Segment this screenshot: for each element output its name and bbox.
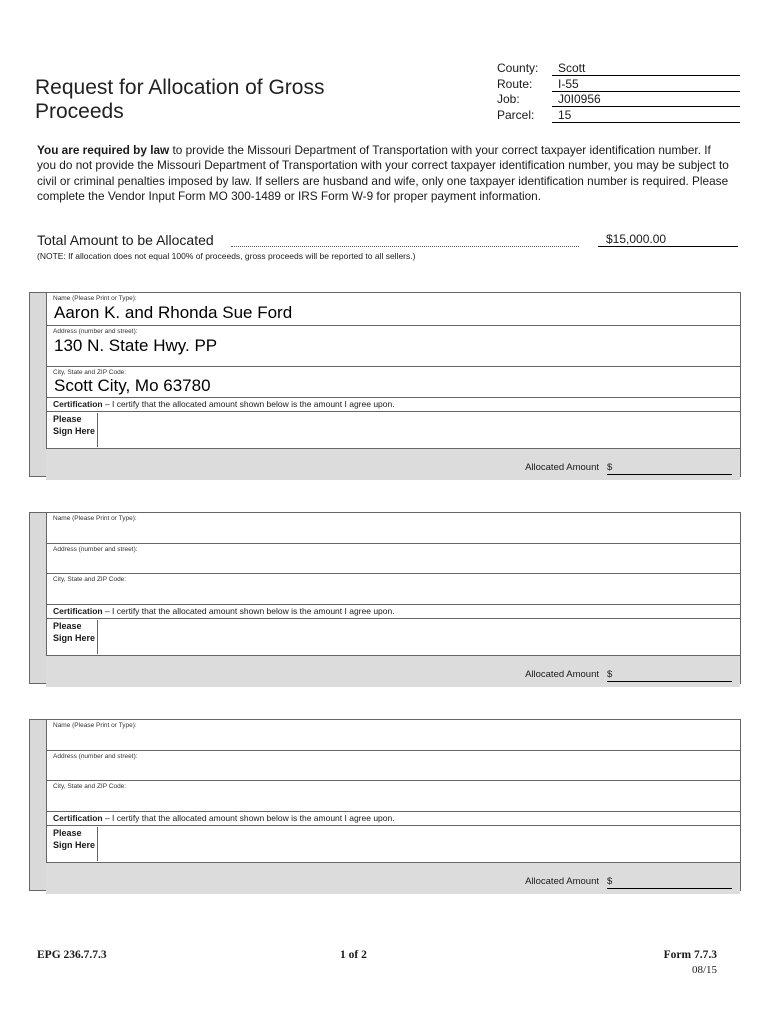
name-label: Name (Please Print or Type): [53,295,137,302]
address-field[interactable] [46,326,740,367]
city-label: City, State and ZIP Code: [53,576,127,583]
please-sign-label: Please Sign Here [53,827,98,861]
address-value: 130 N. State Hwy. PP [54,336,218,355]
allocated-amount-input[interactable] [607,462,732,475]
form-date: 08/15 [691,964,717,976]
name-field[interactable] [46,720,740,751]
intro-paragraph [37,143,732,205]
route-row [497,77,740,93]
allocated-amount-label: Allocated Amount [525,876,599,887]
parcel-info [497,61,740,123]
city-label: City, State and ZIP Code: [53,369,127,376]
address-label: Address (number and street): [53,328,138,335]
parcel-row [497,108,740,124]
allocated-amount-input[interactable] [607,876,732,889]
footer-epg-reference: EPG 236.7.7.3 [37,949,107,961]
job-row [497,92,740,108]
job-value[interactable]: J0I0956 [552,92,740,107]
name-label: Name (Please Print or Type): [53,722,137,729]
name-field[interactable] [46,513,740,544]
please-sign-label: Please Sign Here [53,413,98,447]
city-field[interactable] [46,367,740,398]
cert-text: – I certify that the allocated amount shown below is the amount I agree upon. [102,399,395,409]
block-side-strip [30,720,47,890]
signature-field[interactable] [46,412,740,449]
total-amount-value[interactable]: $15,000.00 [598,232,738,247]
total-dotted-leader [231,246,579,247]
city-field[interactable] [46,574,740,605]
parcel-label: Parcel: [497,107,535,122]
address-label: Address (number and street): [53,546,138,553]
signature-field[interactable] [46,619,740,656]
address-label: Address (number and street): [53,753,138,760]
county-label: County: [497,61,539,75]
certification-line [46,398,740,412]
form-number: Form 7.7.3 [663,949,717,961]
cert-text: – I certify that the allocated amount shown below is the amount I agree upon. [102,813,395,823]
intro-text: to provide the Missouri Department of Transportation with your correct taxpayer identification number. If you do not provide the Missouri Department of Transportation with your correct taxpayer identification number, you may be subject to civil or criminal penalties imposed by law. If sellers are husband and wife, only one taxpayer identification number is required. Please complete the Vendor Input Form MO 300-1489 or IRS Form W-9 for proper payment information. [37,143,729,204]
city-field[interactable] [46,781,740,812]
signature-field[interactable] [46,826,740,863]
allocated-amount-input[interactable] [607,669,732,682]
name-field[interactable] [46,293,740,326]
allocated-amount-row [46,656,740,687]
name-label: Name (Please Print or Type): [53,515,137,522]
cert-bold: Certification [53,813,103,823]
dollar-sign: $ [607,669,613,680]
cert-bold: Certification [53,606,103,616]
job-label: Job: [497,92,520,106]
dollar-sign: $ [607,462,613,473]
total-amount-label: Total Amount to be Allocated [37,232,214,248]
dollar-sign: $ [607,876,613,887]
city-label: City, State and ZIP Code: [53,783,127,790]
certification-line [46,605,740,619]
county-value[interactable]: Scott [552,61,740,76]
parcel-value[interactable]: 15 [552,108,740,123]
seller-block-3 [29,719,741,891]
please-sign-label: Please Sign Here [53,620,98,654]
route-label: Route: [497,76,533,91]
address-field[interactable] [46,751,740,781]
block-side-strip [30,293,47,476]
allocated-amount-row [46,449,740,480]
page-number: 1 of 2 [340,949,367,961]
allocation-note: (NOTE: If allocation does not equal 100% of proceeds, gross proceeds will be reported to all sellers.) [37,251,416,261]
county-row [497,61,740,77]
certification-line [46,812,740,826]
cert-bold: Certification [53,399,103,409]
seller-block-1 [29,292,741,477]
allocated-amount-row [46,863,740,894]
route-value[interactable]: I-55 [552,77,740,92]
page-title: Request for Allocation of Gross Proceeds [35,76,325,123]
allocated-amount-label: Allocated Amount [525,669,599,680]
block-side-strip [30,513,47,683]
allocated-amount-label: Allocated Amount [525,462,599,473]
cert-text: – I certify that the allocated amount shown below is the amount I agree upon. [102,606,395,616]
city-value: Scott City, Mo 63780 [54,376,211,395]
seller-block-2 [29,512,741,684]
intro-bold: You are required by law [37,143,170,157]
name-value: Aaron K. and Rhonda Sue Ford [54,303,293,322]
address-field[interactable] [46,544,740,574]
